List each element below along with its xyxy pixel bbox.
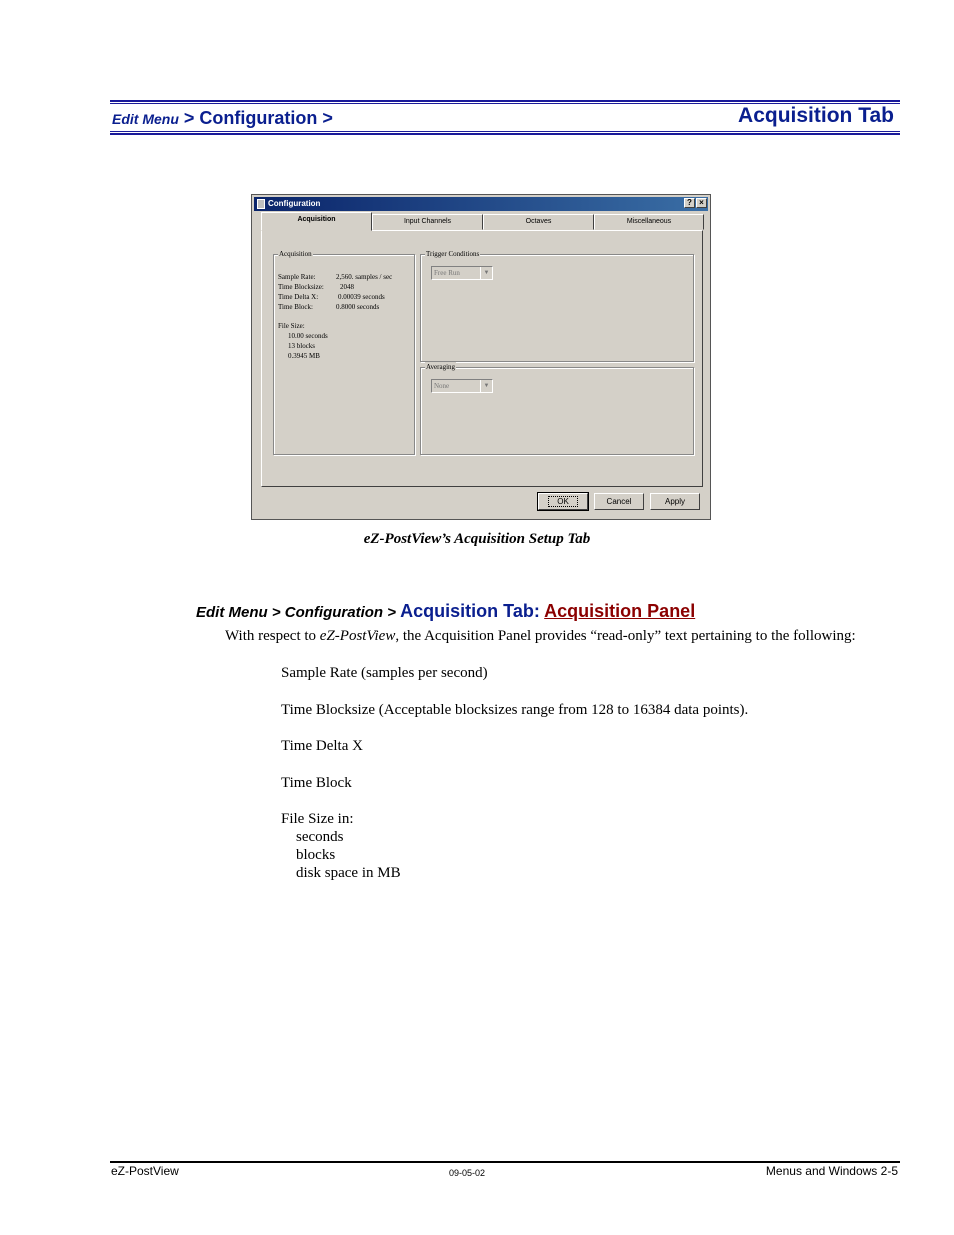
time-block-value: 0.8000 seconds — [336, 303, 380, 311]
sample-rate-value: 2,560. samples / sec — [336, 273, 393, 281]
intro-paragraph — [225, 628, 856, 645]
header-crumb-configuration: > Configuration > — [178, 108, 333, 128]
footer-rule — [110, 1161, 900, 1163]
sub-list-item: blocks — [296, 847, 336, 863]
time-delta-x-label: Time Delta X: — [278, 293, 319, 301]
intro-app-name: eZ-PostView — [319, 628, 396, 644]
chevron-down-icon: ▼ — [480, 380, 492, 392]
footer-product: eZ-PostView — [111, 1164, 179, 1178]
section-panel-link[interactable]: Acquisition Panel — [544, 601, 696, 621]
averaging-select[interactable] — [431, 379, 493, 393]
figure-caption: eZ-PostView’s Acquisition Setup Tab — [363, 531, 591, 547]
section-heading — [196, 601, 695, 622]
section-crumb: Edit Menu > Configuration > — [196, 604, 401, 621]
tab-input-channels[interactable]: Input Channels — [372, 214, 483, 230]
intro-pre: With respect to — [225, 628, 320, 644]
time-blocksize-value: 2048 — [340, 283, 354, 291]
header-rule-bottom — [110, 133, 900, 135]
trigger-select-value: Free Run — [434, 269, 460, 277]
section-tab: Acquisition Tab: — [400, 601, 545, 621]
file-size-blocks: 13 blocks — [288, 342, 316, 350]
averaging-group — [420, 363, 694, 455]
tab-octaves[interactable]: Octaves — [483, 214, 594, 230]
footer-section-page: Menus and Windows 2-5 — [765, 1164, 898, 1178]
trigger-conditions-group — [420, 250, 694, 362]
acquisition-tab-panel — [261, 230, 703, 487]
acquisition-group-title: Acquisition — [279, 250, 312, 258]
ok-label: OK — [548, 496, 578, 507]
trigger-select[interactable] — [431, 266, 493, 280]
close-button[interactable]: × — [696, 198, 707, 208]
trigger-conditions-title: Trigger Conditions — [426, 250, 480, 258]
time-block-label: Time Block: — [278, 303, 313, 311]
list-item: Time Block — [281, 775, 352, 791]
header-crumb-edit-menu: Edit Menu — [112, 111, 179, 127]
sub-list-item: disk space in MB — [296, 865, 401, 881]
list-item: File Size in: — [281, 811, 354, 827]
apply-button[interactable]: Apply — [650, 493, 700, 510]
averaging-select-value: None — [434, 382, 450, 390]
time-delta-x-value: 0.00039 seconds — [338, 293, 385, 301]
dialog-title-bar — [254, 197, 708, 211]
header-rule-bottom-thin — [110, 131, 900, 132]
footer-date: 09-05-02 — [449, 1168, 486, 1178]
tab-miscellaneous[interactable]: Miscellaneous — [594, 214, 704, 230]
header-breadcrumb — [112, 108, 333, 129]
file-size-seconds: 10.00 seconds — [288, 332, 328, 340]
ok-button[interactable] — [538, 493, 588, 510]
chevron-down-icon: ▼ — [480, 267, 492, 279]
dialog-title: Configuration — [268, 199, 321, 208]
time-blocksize-label: Time Blocksize: — [278, 283, 324, 291]
header-rule-top — [110, 100, 900, 102]
averaging-title: Averaging — [426, 363, 456, 371]
sample-rate-label: Sample Rate: — [278, 273, 316, 281]
cancel-button[interactable]: Cancel — [594, 493, 644, 510]
list-item: Sample Rate (samples per second) — [281, 665, 488, 681]
list-item: Time Blocksize (Acceptable blocksizes range from 128 to 16384 data points). — [281, 702, 749, 718]
acquisition-group — [273, 250, 415, 455]
file-size-mb: 0.3945 MB — [288, 352, 320, 360]
tab-acquisition[interactable]: Acquisition — [261, 212, 372, 231]
tab-strip — [261, 214, 705, 231]
intro-post: , the Acquisition Panel provides “read-only” text pertaining to the following: — [395, 628, 856, 644]
app-icon — [257, 199, 265, 209]
help-button[interactable]: ? — [684, 198, 695, 208]
list-item: Time Delta X — [281, 738, 363, 754]
sub-list-item: seconds — [296, 829, 344, 845]
page-title: Acquisition Tab — [738, 104, 894, 127]
file-size-label: File Size: — [278, 322, 305, 330]
configuration-dialog — [251, 194, 711, 520]
